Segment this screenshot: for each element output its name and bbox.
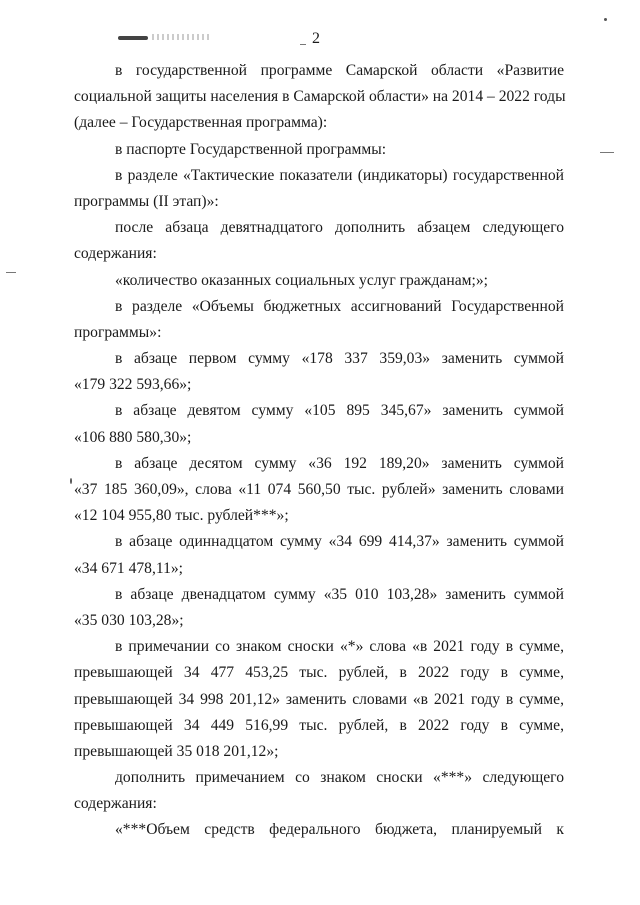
page-number: 2 <box>312 30 320 47</box>
scan-artifact <box>152 34 212 40</box>
text-line: социальной защиты населения в Самарской области» на 2014 – 2022 годы <box>74 88 566 106</box>
text-line: «12 104 955,80 тыс. рублей***»; <box>74 507 289 525</box>
scan-artifact <box>118 36 148 40</box>
text-line: «35 030 103,28»; <box>74 611 184 629</box>
text-line: программы (II этап)»: <box>74 192 219 210</box>
text-line: в разделе «Объемы бюджетных ассигнований Государственной <box>115 297 564 315</box>
scan-artifact <box>70 478 72 484</box>
text-line: «количество оказанных социальных услуг гражданам;»; <box>115 271 488 289</box>
text-line: превышающей 34 477 453,25 тыс. рублей, в 2022 году в сумме, <box>74 664 564 682</box>
text-line: дополнить примечанием со знаком сноски «***» следующего <box>115 769 564 787</box>
text-line: содержания: <box>74 245 157 263</box>
text-line: в государственной программе Самарской области «Развитие <box>115 62 564 79</box>
text-line: в паспорте Государственной программы: <box>115 140 387 158</box>
text-line: «37 185 360,09», слова «11 074 560,50 тыс. рублей» заменить словами <box>74 481 564 498</box>
text-line: в разделе «Тактические показатели (индикаторы) государственной <box>115 166 564 184</box>
document-body <box>74 58 564 844</box>
text-line: содержания: <box>74 795 157 813</box>
text-line: «179 322 593,66»; <box>74 376 192 394</box>
text-line: в абзаце девятом сумму «105 895 345,67» заменить суммой <box>115 402 564 420</box>
text-line: после абзаца девятнадцатого дополнить абзацем следующего <box>115 219 564 237</box>
text-line: в абзаце одиннадцатом сумму «34 699 414,37» заменить суммой <box>115 533 564 551</box>
text-line: превышающей 34 998 201,12» заменить словами «в 2021 году в сумме, <box>74 690 564 708</box>
text-line: превышающей 35 018 201,12»; <box>74 742 279 760</box>
scan-artifact <box>6 272 16 273</box>
text-line: в абзаце десятом сумму «36 192 189,20» заменить суммой <box>115 454 564 472</box>
text-line: превышающей 34 449 516,99 тыс. рублей, в 2022 году в сумме, <box>74 716 564 734</box>
text-line: «106 880 580,30»; <box>74 428 192 446</box>
text-line: «34 671 478,11»; <box>74 559 184 577</box>
text-line: «***Объем средств федерального бюджета, планируемый к <box>115 821 564 839</box>
text-line: программы»: <box>74 323 162 341</box>
text-line: (далее – Государственная программа): <box>74 114 328 132</box>
scan-artifact <box>300 44 306 45</box>
scan-artifact <box>604 18 607 21</box>
scan-artifact <box>600 152 614 153</box>
text-line: в примечании со знаком сноски «*» слова «в 2021 году в сумме, <box>115 638 564 656</box>
text-line: в абзаце двенадцатом сумму «35 010 103,28» заменить суммой <box>115 585 564 603</box>
text-line: в абзаце первом сумму «178 337 359,03» заменить суммой <box>115 350 564 368</box>
